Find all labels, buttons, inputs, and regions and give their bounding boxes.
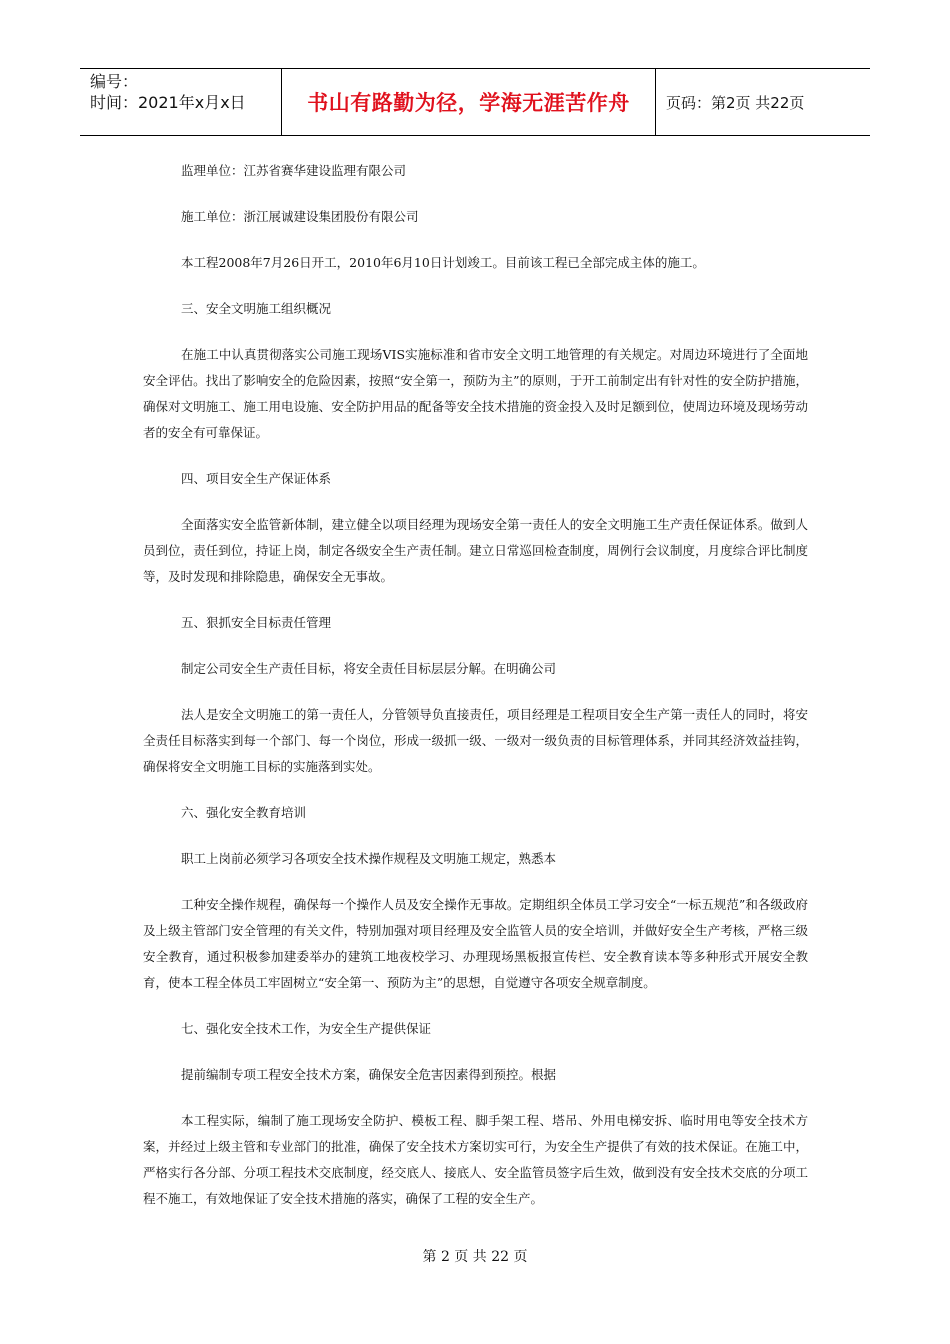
document-body [143,158,808,1232]
paragraph: 本工程2008年7月26日开工，2010年6月10日计划竣工。目前该工程已全部完成主体的施工。 [181,255,705,270]
header-meta [80,69,282,135]
paragraph: 制定公司安全生产责任目标，将安全责任目标层层分解。在明确公司 [181,661,557,676]
doc-time-label: 时间：2021年x月x日 [90,93,246,112]
section-heading: 四、项目安全生产保证体系 [181,471,332,486]
section-heading: 三、安全文明施工组织概况 [181,301,332,316]
doc-number-label: 编号： [90,72,139,91]
section-heading: 六、强化安全教育培训 [181,805,307,820]
paragraph: 工种安全操作规程，确保每一个操作人员及安全操作无事故。定期组织全体员工学习安全“一标五规范”和各级政府及上级主管部门安全管理的有关文件，特别加强对项目经理及安全监管人员的安全培训，并做好安全生产考核，严格三级安全教育，通过积极参加建委举办的建筑工地夜校学习、办理现场黑板报宣传栏、安全教育读本等多种形式开展安全教育，使本工程全体员工牢固树立“安全第一、预防为主”的思想，自觉遵守各项安全规章制度。 [143,897,808,990]
paragraph: 在施工中认真贯彻落实公司施工现场VIS实施标准和省市安全文明工地管理的有关规定。对周边环境进行了全面地安全评估。找出了影响安全的危险因素，按照“安全第一，预防为主”的原则，于开工前制定出有针对性的安全防护措施，确保对文明施工、施工用电设施、安全防护用品的配备等安全技术措施的资金投入及时足额到位，使周边环境及现场劳动者的安全有可靠保证。 [143,347,808,440]
paragraph: 监理单位：江苏省赛华建设监理有限公司 [181,163,407,178]
section-heading: 五、狠抓安全目标责任管理 [181,615,332,630]
paragraph: 施工单位：浙江展诚建设集团股份有限公司 [181,209,419,224]
header-page-info: 页码：第2页 共22页 [666,93,805,112]
paragraph: 提前编制专项工程安全技术方案，确保安全危害因素得到预控。根据 [181,1067,557,1082]
paragraph: 职工上岗前必须学习各项安全技术操作规程及文明施工规定，熟悉本 [181,851,557,866]
section-heading: 七、强化安全技术工作，为安全生产提供保证 [181,1021,432,1036]
page-header [80,68,870,136]
paragraph: 全面落实安全监管新体制，建立健全以项目经理为现场安全第一责任人的安全文明施工生产责任保证体系。做到人员到位，责任到位，持证上岗，制定各级安全生产责任制。建立日常巡回检查制度，周例行会议制度，月度综合评比制度等，及时发现和排除隐患，确保安全无事故。 [143,517,808,584]
paragraph: 法人是安全文明施工的第一责任人，分管领导负直接责任，项目经理是工程项目安全生产第一责任人的同时，将安全责任目标落实到每一个部门、每一个岗位，形成一级抓一级、一级对一级负责的目标管理体系，并同其经济效益挂钩，确保将安全文明施工目标的实施落到实处。 [143,707,808,774]
header-slogan: 书山有路勤为径，学海无涯苦作舟 [282,69,656,135]
paragraph: 本工程实际，编制了施工现场安全防护、模板工程、脚手架工程、塔吊、外用电梯安拆、临时用电等安全技术方案，并经过上级主管和专业部门的批准，确保了安全技术方案切实可行，为安全生产提供了有效的技术保证。在施工中，严格实行各分部、分项工程技术交底制度，经交底人、接底人、安全监管员签字后生效，做到没有安全技术交底的分项工程不施工，有效地保证了安全技术措施的落实，确保了工程的安全生产。 [143,1113,808,1206]
page-footer: 第 2 页 共 22 页 [422,1249,528,1265]
